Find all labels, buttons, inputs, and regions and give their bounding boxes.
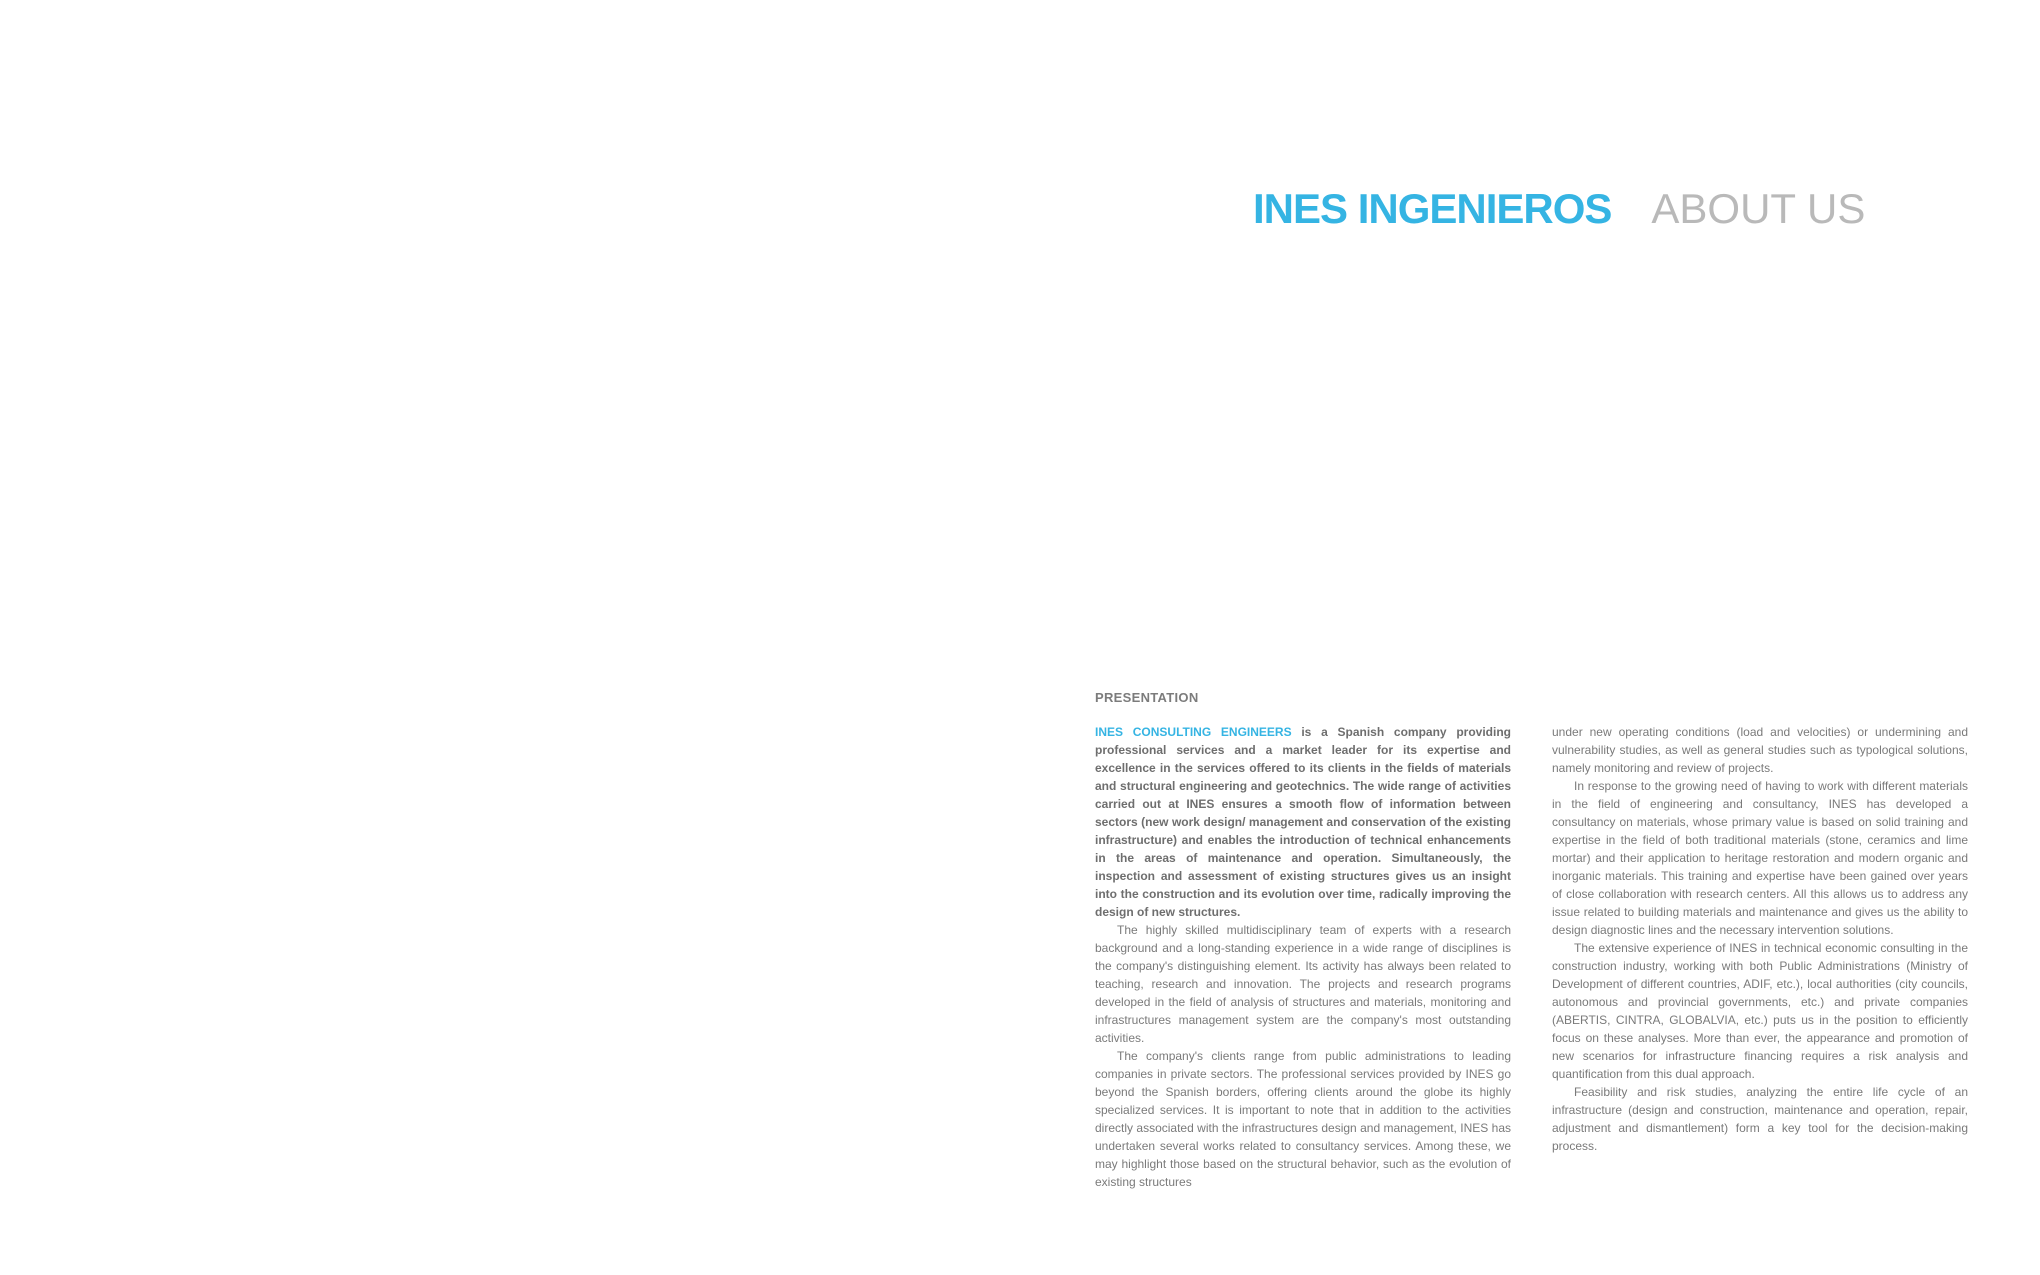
text-column-right <box>1552 723 1968 1155</box>
body-paragraph: The extensive experience of INES in technical economic consulting in the construction industry, working with both Public Administrations (Ministry of Development of different countries, ADIF, etc.), local authorities (city councils, autonomous and provincial governments, etc.) and private companies (ABERTIS, CINTRA, GLOBALVIA, etc.) puts us in the position to efficiently focus on these analyses. More than ever, the appearance and promotion of new scenarios for infrastructure financing requires a risk analysis and quantification from this dual approach. <box>1552 941 1968 1081</box>
body-paragraph-continued: under new operating conditions (load and velocities) or undermining and vulnerability studies, as well as general studies such as typological solutions, namely monitoring and review of projects. <box>1552 725 1968 775</box>
body-paragraph: The highly skilled multidisciplinary team of experts with a research background and a long-standing experience in a wide range of disciplines is the company's distinguishing element. Its activity has always been related to teaching, research and innovation. The projects and research programs developed in the field of analysis of structures and materials, monitoring and infrastructures management system are the company's most outstanding activities. <box>1095 923 1511 1045</box>
section-title: ABOUT US <box>1651 185 1866 232</box>
page-heading <box>1253 181 1865 237</box>
lead-text: is a Spanish company providing professional services and a market leader for its expertise and excellence in the services offered to its clients in the fields of materials and structural engineering and geotechnics. The wide range of activities carried out at INES ensures a smooth flow of information between sectors (new work design/ management and conservation of the existing infrastructure) and enables the introduction of technical enhancements in the areas of maintenance and operation. Simultaneously, the inspection and assessment of existing structures gives us an insight into the construction and its evolution over time, radically improving the design of new structures. <box>1095 725 1512 919</box>
company-name: INES CONSULTING ENGINEERS <box>1095 725 1292 739</box>
body-paragraph: Feasibility and risk studies, analyzing the entire life cycle of an infrastructure (design and construction, maintenance and operation, repair, adjustment and dismantlement) form a key tool for the decision-making process. <box>1552 1085 1968 1153</box>
body-paragraph: The company's clients range from public administrations to leading companies in private sectors. The professional services provided by INES go beyond the Spanish borders, offering clients around the globe its highly specialized services. It is important to note that in addition to the activities directly associated with the infrastructures design and management, INES has undertaken several works related to consultancy services. Among these, we may highlight those based on the structural behavior, such as the evolution of existing structures <box>1095 1049 1511 1189</box>
lead-paragraph <box>1095 723 1511 921</box>
presentation-label: PRESENTATION <box>1095 690 1199 705</box>
body-paragraph: In response to the growing need of having to work with different materials in the field of engineering and consultancy, INES has developed a consultancy on materials, whose primary value is based on solid training and expertise in the field of both traditional materials (stone, ceramics and lime mortar) and their application to heritage restoration and modern organic and inorganic materials. This training and expertise have been gained over years of close collaboration with research centers. All this allows us to address any issue related to building materials and maintenance and gives us the ability to design diagnostic lines and the necessary intervention solutions. <box>1552 779 1968 937</box>
text-column-left <box>1095 723 1511 1191</box>
brand-title: INES INGENIEROS <box>1253 185 1612 232</box>
